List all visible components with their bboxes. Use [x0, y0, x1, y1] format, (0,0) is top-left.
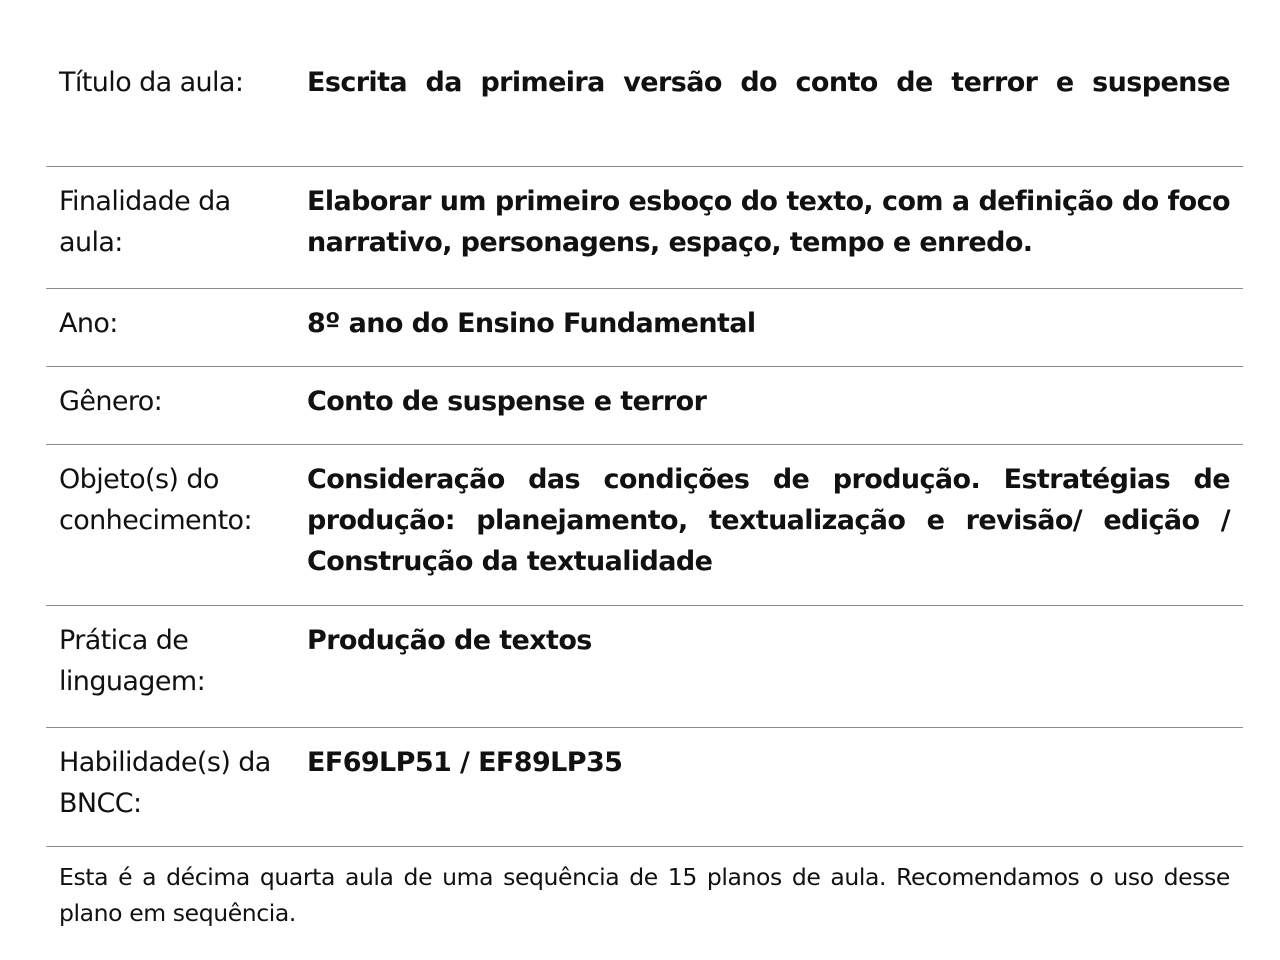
- pratica-label: Prática de linguagem:: [59, 625, 206, 697]
- habilidade-value: EF69LP51 / EF89LP35: [307, 747, 623, 778]
- sequence-note: Esta é a décima quarta aula de uma sequência de 15 planos de aula. Recomendamos o uso desse plano em sequência.: [59, 863, 1230, 927]
- pratica-value: Produção de textos: [307, 625, 592, 656]
- finalidade-value: Elaborar um primeiro esboço do texto, com a definição do foco narrativo, personagens, espaço, tempo e enredo.: [307, 186, 1230, 258]
- row-genero: [46, 367, 1243, 445]
- ano-label: Ano:: [59, 308, 118, 339]
- row-titulo: [46, 0, 1243, 167]
- habilidade-label: Habilidade(s) da BNCC:: [59, 747, 271, 819]
- objeto-label: Objeto(s) do conhecimento:: [59, 464, 252, 536]
- row-habilidade: [46, 728, 1243, 847]
- row-finalidade: [46, 167, 1243, 289]
- genero-value: Conto de suspense e terror: [307, 386, 707, 417]
- row-objeto: [46, 445, 1243, 606]
- titulo-value: Escrita da primeira versão do conto de terror e suspense: [307, 67, 1230, 98]
- finalidade-label: Finalidade da aula:: [59, 186, 231, 258]
- row-ano: [46, 289, 1243, 367]
- ano-value: 8º ano do Ensino Fundamental: [307, 308, 756, 339]
- row-pratica: [46, 606, 1243, 728]
- objeto-value: Consideração das condições de produção. Estratégias de produção: planejamento, textualização e revisão/ edição / Construção da textualidade: [307, 464, 1230, 577]
- titulo-label: Título da aula:: [59, 67, 244, 98]
- genero-label: Gênero:: [59, 386, 163, 417]
